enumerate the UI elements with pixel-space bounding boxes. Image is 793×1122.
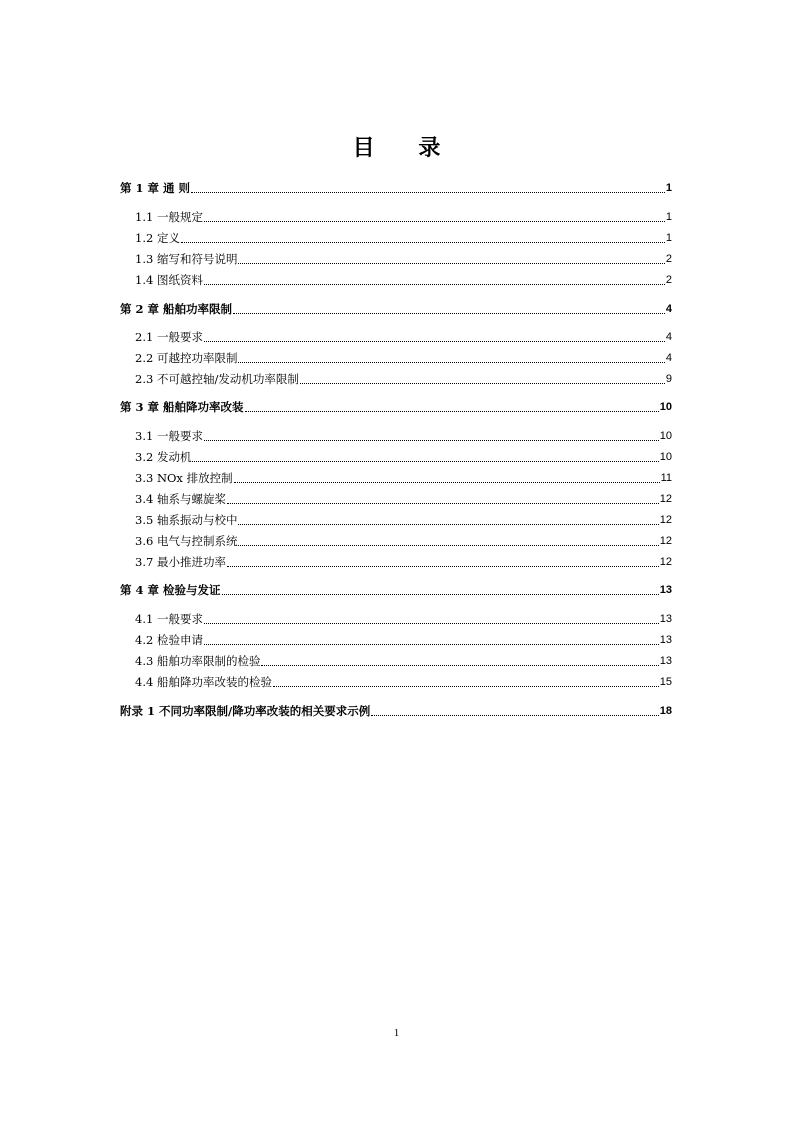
toc-entry-page-number: 1 [665, 211, 672, 223]
toc-entry-title: 4.2 检验申请 [135, 633, 203, 647]
toc-section-entry[interactable] [120, 230, 672, 246]
toc-section-entry[interactable] [120, 653, 672, 669]
toc-dot-leader [300, 382, 665, 384]
toc-section-entry[interactable] [120, 251, 672, 267]
toc-dot-leader [238, 361, 664, 363]
toc-entry-title: 4.4 船舶降功率改装的检验 [135, 675, 272, 689]
toc-section-entry[interactable] [120, 428, 672, 444]
toc-entry-page-number: 1 [665, 182, 672, 194]
toc-chapter-entry[interactable] [120, 582, 672, 598]
toc-section-entry[interactable] [120, 674, 672, 690]
toc-entry-title: 1.2 定义 [135, 231, 180, 245]
toc-entry-title: 3.5 轴系振动与校中 [135, 513, 238, 527]
page-title: 目 录 [352, 135, 459, 161]
toc-dot-leader [261, 664, 658, 666]
toc-entry-page-number: 12 [659, 514, 672, 526]
toc-section-entry[interactable] [120, 449, 672, 465]
toc-dot-leader [204, 283, 665, 285]
toc-section-entry[interactable] [120, 533, 672, 549]
toc-entry-title: 第 3 章 船舶降功率改装 [120, 400, 244, 414]
toc-entry-title: 第 1 章 通 则 [120, 181, 191, 195]
toc-dot-leader [204, 439, 659, 441]
toc-section-entry[interactable] [120, 371, 672, 387]
toc-entry-page-number: 11 [660, 472, 672, 484]
toc-dot-leader [204, 643, 659, 645]
toc-entry-title: 2.2 可越控功率限制 [135, 351, 238, 365]
toc-entry-title: 3.7 最小推进功率 [135, 555, 226, 569]
toc-dot-leader [245, 410, 659, 412]
toc-entry-page-number: 1 [665, 232, 672, 244]
toc-dot-leader [273, 685, 659, 687]
toc-entry-page-number: 4 [665, 303, 672, 315]
toc-chapter-entry[interactable] [120, 399, 672, 415]
toc-dot-leader [191, 191, 665, 193]
toc-dot-leader [222, 593, 659, 595]
toc-entry-title: 2.3 不可越控轴/发动机功率限制 [135, 372, 299, 386]
toc-section-entry[interactable] [120, 554, 672, 570]
toc-section-entry[interactable] [120, 632, 672, 648]
toc-entry-title: 第 2 章 船舶功率限制 [120, 302, 233, 316]
toc-section-entry[interactable] [120, 350, 672, 366]
toc-dot-leader [371, 714, 659, 716]
toc-entry-page-number: 12 [659, 493, 672, 505]
toc-dot-leader [204, 622, 659, 624]
toc-dot-leader [204, 340, 665, 342]
toc-section-entry[interactable] [120, 512, 672, 528]
toc-entry-page-number: 10 [659, 430, 672, 442]
toc-entry-page-number: 10 [659, 401, 672, 413]
toc-entry-page-number: 13 [659, 584, 672, 596]
toc-entry-page-number: 4 [665, 331, 672, 343]
toc-chapter-entry[interactable] [120, 301, 672, 317]
toc-dot-leader [181, 241, 665, 243]
toc-entry-title: 3.2 发动机 [135, 450, 192, 464]
toc-section-entry[interactable] [120, 470, 672, 486]
toc-entry-title: 1.3 缩写和符号说明 [135, 252, 238, 266]
toc-dot-leader [227, 565, 659, 567]
toc-entry-page-number: 12 [659, 556, 672, 568]
toc-entry-title: 3.4 轴系与螺旋桨 [135, 492, 226, 506]
toc-dot-leader [227, 502, 659, 504]
toc-section-entry[interactable] [120, 272, 672, 288]
toc-entry-page-number: 2 [665, 274, 672, 286]
toc-dot-leader [204, 220, 665, 222]
toc-dot-leader [238, 523, 658, 525]
toc-section-entry[interactable] [120, 491, 672, 507]
toc-entry-page-number: 12 [659, 535, 672, 547]
toc-dot-leader [238, 544, 658, 546]
toc-entry-page-number: 18 [659, 705, 672, 717]
toc-entry-page-number: 2 [665, 253, 672, 265]
table-of-contents [120, 0, 672, 1122]
toc-chapter-entry[interactable] [120, 703, 672, 719]
toc-dot-leader [234, 481, 660, 483]
toc-dot-leader [233, 312, 665, 314]
toc-entry-title: 2.1 一般要求 [135, 330, 203, 344]
toc-entry-title: 1.1 一般规定 [135, 210, 203, 224]
toc-entry-page-number: 15 [659, 676, 672, 688]
toc-chapter-entry[interactable] [120, 180, 672, 196]
toc-dot-leader [192, 460, 658, 462]
toc-entry-page-number: 13 [659, 634, 672, 646]
toc-dot-leader [238, 262, 664, 264]
toc-entry-title: 第 4 章 检验与发证 [120, 583, 221, 597]
toc-section-entry[interactable] [120, 611, 672, 627]
toc-entry-page-number: 13 [659, 655, 672, 667]
toc-entry-title: 4.1 一般要求 [135, 612, 203, 626]
toc-section-entry[interactable] [120, 329, 672, 345]
footer-page-number: 1 [393, 1027, 400, 1039]
toc-entry-page-number: 13 [659, 613, 672, 625]
toc-entry-title: 1.4 图纸资料 [135, 273, 203, 287]
toc-entry-page-number: 9 [665, 373, 672, 385]
toc-entry-page-number: 10 [659, 451, 672, 463]
toc-entry-title: 附录 1 不同功率限制/降功率改装的相关要求示例 [120, 704, 371, 718]
toc-entry-title: 4.3 船舶功率限制的检验 [135, 654, 261, 668]
toc-entry-title: 3.6 电气与控制系统 [135, 534, 238, 548]
toc-section-entry[interactable] [120, 209, 672, 225]
toc-entry-page-number: 4 [665, 352, 672, 364]
toc-entry-title: 3.1 一般要求 [135, 429, 203, 443]
toc-entry-title: 3.3 NOx 排放控制 [135, 471, 233, 485]
